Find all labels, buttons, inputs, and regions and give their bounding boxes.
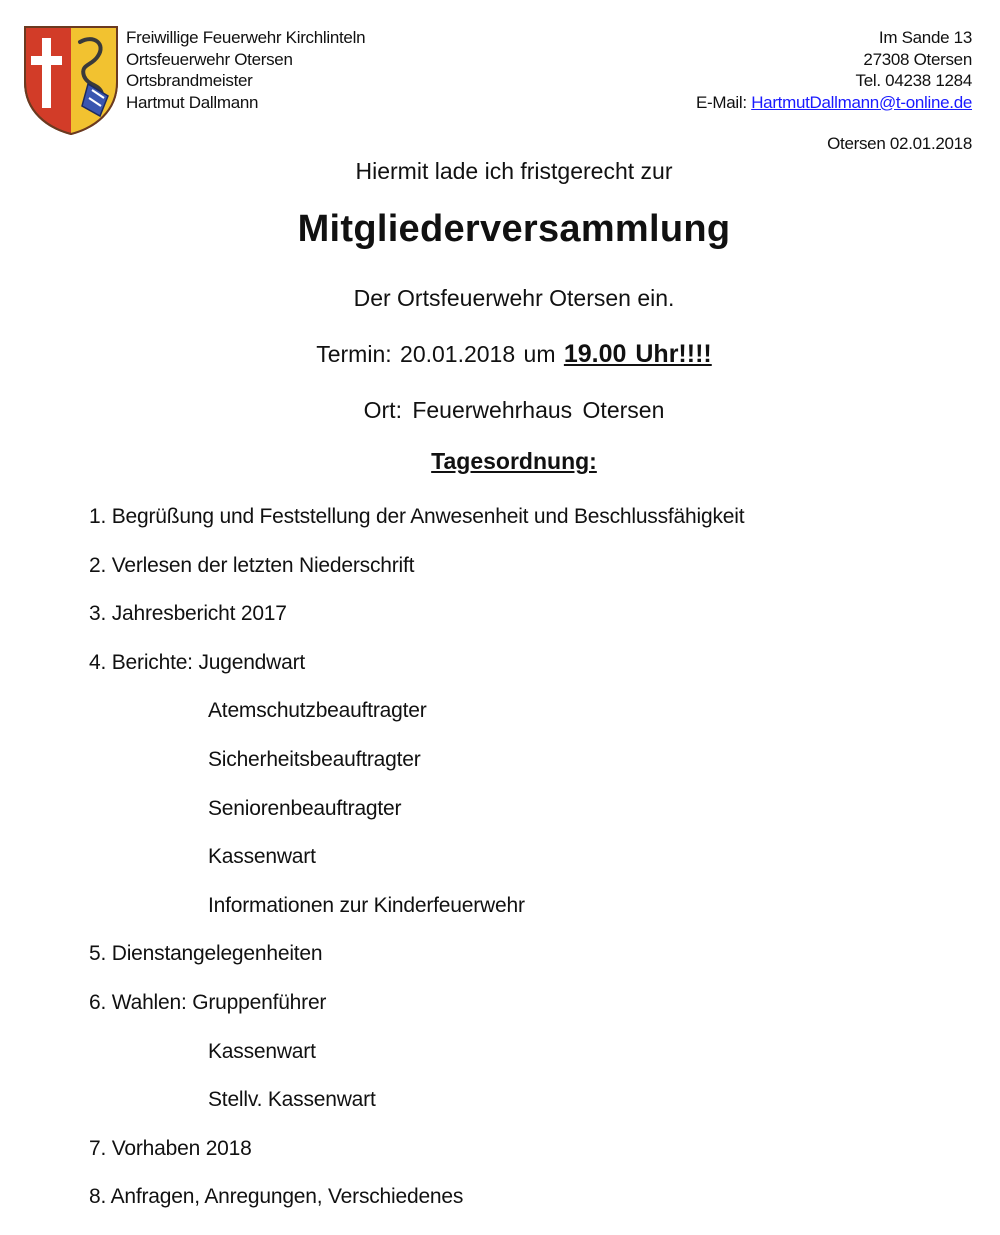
place-date: Otersen 02.01.2018 [827,134,972,153]
agenda-item: 6. Wahlen: Gruppenführer [89,990,327,1014]
agenda-item: 2. Verlesen der letzten Niederschrift [89,553,415,577]
sender-name: Hartmut Dallmann [126,92,259,112]
agenda-subitem: Stellv. Kassenwart [208,1088,376,1112]
address-city: 27308 Otersen [863,49,972,69]
invitation-intro: Hiermit lade ich fristgerecht zur [355,158,673,184]
meeting-date [0,340,1000,369]
agenda-list [89,503,744,1232]
meeting-date-label: Termin: 20.01.2018 um [316,341,564,367]
agenda-subitem: Atemschutzbeauftragter [208,699,427,723]
invitation-subline: Der Ortsfeuerwehr Otersen ein. [353,285,675,311]
agenda-item: 3. Jahresbericht 2017 [89,602,287,626]
coat-of-arms-icon [22,24,120,136]
agenda-title: Tagesordnung: [431,448,597,474]
agenda-subitem: Kassenwart [208,845,316,869]
page-title: Mitgliederversammlung [297,208,731,250]
agenda-item: 7. Vorhaben 2018 [89,1136,252,1160]
sender-organization: Freiwillige Feuerwehr Kirchlinteln [126,28,366,47]
agenda-subitem: Kassenwart [208,1039,316,1063]
agenda-subitem: Informationen zur Kinderfeuerwehr [208,893,525,917]
agenda-item: 8. Anfragen, Anregungen, Verschiedenes [89,1185,464,1209]
address-phone: Tel. 04238 1284 [855,71,972,90]
email-label: E-Mail: [695,92,752,112]
agenda-item: 4. Berichte: Jugendwart [89,650,306,674]
address-street: Im Sande 13 [878,28,972,47]
address-block [696,27,972,113]
meeting-location: Ort: Feuerwehrhaus Otersen [363,397,665,423]
meeting-time: 19.00 Uhr!!!! [563,340,712,368]
sender-role: Ortsbrandmeister [126,71,253,90]
agenda-item: 1. Begrüßung und Feststellung der Anwesenheit und Beschlussfähigkeit [89,505,745,528]
sender-unit: Ortsfeuerwehr Otersen [126,49,293,69]
address-email-line [696,92,972,114]
email-link[interactable]: HartmutDallmann@t-online.de [751,92,972,112]
agenda-subitem: Sicherheitsbeauftragter [208,747,421,771]
agenda-subitem: Seniorenbeauftragter [208,796,402,820]
sender-block [126,27,365,113]
agenda-item: 5. Dienstangelegenheiten [89,942,323,966]
